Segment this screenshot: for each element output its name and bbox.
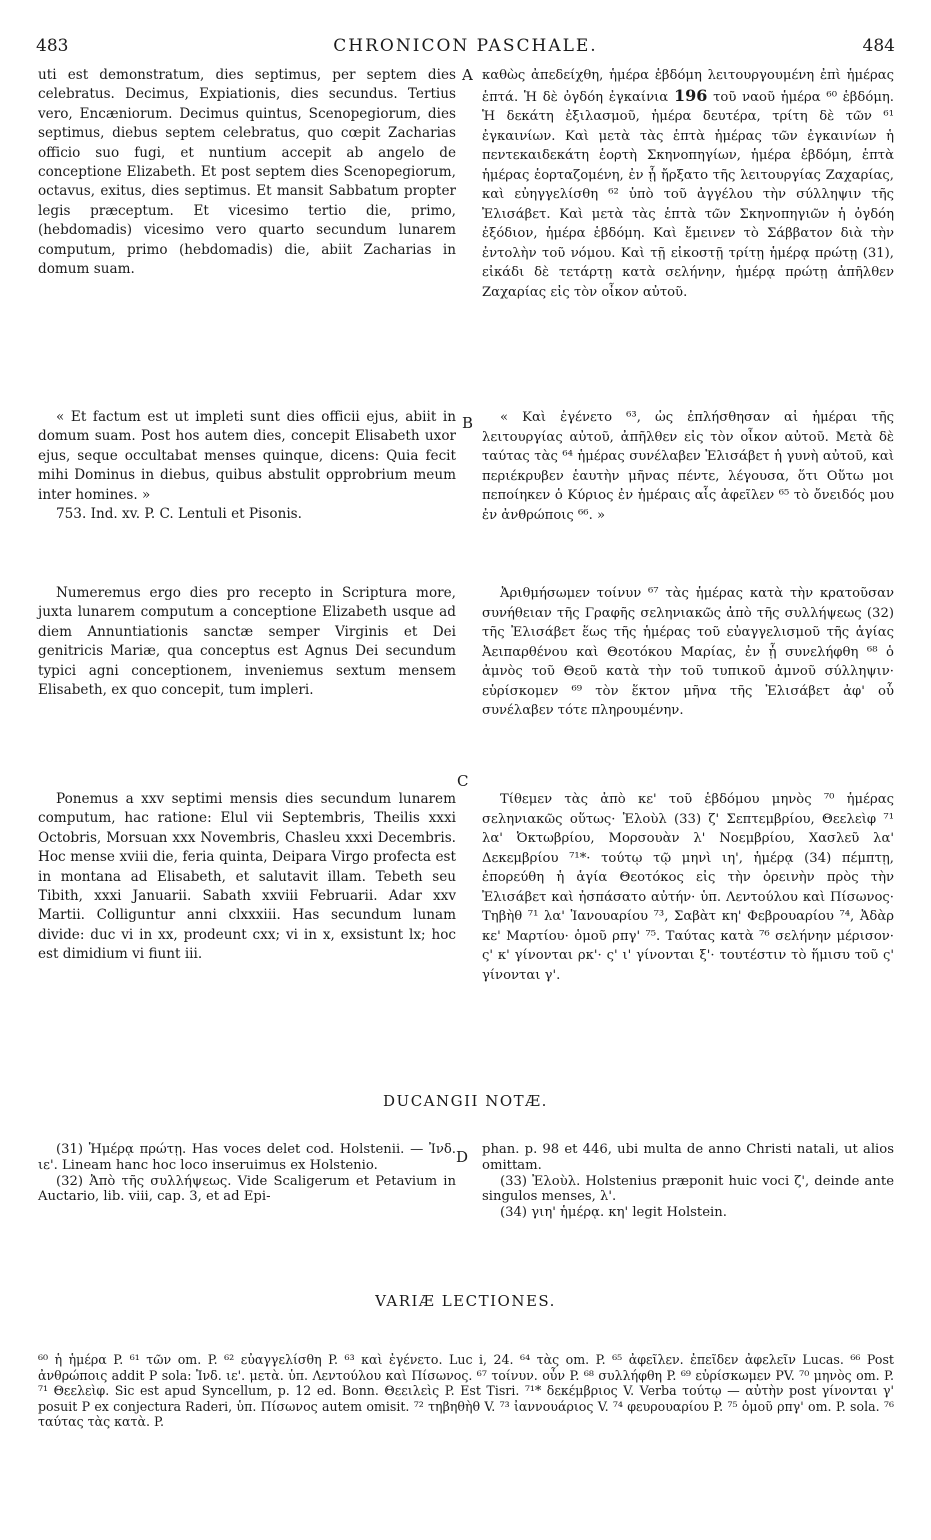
latin-paragraph-4: Ponemus a xxv septimi mensis dies secundum lunarem computum, hac ratione: Elul vii Septembris, Theilis xxxi Octobris, Morsuan xxx Novembris, Chasleu xxxi Decembris. Hoc mense xviii die, feria quinta, Deipara Virgo profecta est in montana ad Elisabeth, et salutavit illam. Tebeth seu Tibith, xxxi Januarii. Sabath xxviii Februarii. Adar xxv Martii. Colliguntur anni clxxxiii. Has secundum lunam divide: duc vi in xx, prodeunt cxx; vi in x, exsistunt lx; hoc est dimidium vi fiunt iii. bbox=[38, 791, 456, 963]
variae-lectiones-text: ⁶⁰ ἡ ἡμέρα P. ⁶¹ τῶν om. P. ⁶² εὐαγγελίσθη P. ⁶³ καὶ ἐγένετο. Luc i, 24. ⁶⁴ τὰς om. P. ⁶⁵ ἀφεῖλεν. ἐπεῖδεν ἀφελεῖν Lucas. ⁶⁶ Post ἀνθρώποις addit P sola: Ἰνδ. ιε'. μετὰ. ὑπ. Λεντούλου καὶ Πίσωνος. ⁶⁷ τοίνυν. οὖν P. ⁶⁸ συλλήφθη P. ⁶⁹ εὑρίσκωμεν PV. ⁷⁰ μηνὸς om. P. ⁷¹ Θεελεὶφ. Sic est apud Syncellum, p. 12 ed. Bonn. Θεειλεὶς P. Est Tisri. ⁷¹* δεκέμβριος V. Verba τούτῳ — αὐτὴν post γίνονται γ' posuit P ex conjectura Raderi, ὑπ. Πίσωνος autem omisit. ⁷² τηβηθὴθ V. ⁷³ ἰαννουάριος V. ⁷⁴ φευρουαρίου P. ⁷⁵ ὁμοῦ ρπγ' om. P. sola. ⁷⁶ ταύτας τὰς κατὰ. P. bbox=[38, 1352, 894, 1430]
margin-marker-a: A bbox=[462, 66, 473, 84]
latin-column bbox=[38, 66, 456, 279]
note-34: (34) γιη' ἡμέρᾳ. κη' legit Holstein. bbox=[500, 1205, 727, 1221]
latin-paragraph-2: « Et factum est ut impleti sunt dies officii ejus, abiit in domum suam. Post hos autem dies, concepit Elisabeth uxor ejus, seque occultabat menses quinque, dicens: Quia fecit mihi Dominus in diebus, quibus abstulit opprobrium meum inter homines. » bbox=[38, 409, 456, 503]
greek-paragraph-4: Τίθεμεν τὰς ἀπὸ κε' τοῦ ἑβδόμου μηνὸς ⁷⁰ ἡμέρας σεληνιακῶς οὕτως· Ἐλοὺλ (33) ζ' Σεπτεμβρίου, Θεελεὶφ ⁷¹ λα' Ὀκτωβρίου, Μορσουὰν λ' Νοεμβρίου, Χασλεῦ λα' Δεκεμβρίου ⁷¹*· τούτῳ τῷ μηνὶ ιη', ἡμέρᾳ (34) πέμπτῃ, ἐπορεύθη ἡ ἁγία Θεοτόκος εἰς τὴν ὀρεινὴν πρὸς τὴν Ἐλισάβετ καὶ ἠσπάσατο αὐτήν· ὑπ. Λεντούλου καὶ Πίσωνος· Τηβὴθ ⁷¹ λα' Ἰανουαρίου ⁷³, Σαβὰτ κη' Φεβρουαρίου ⁷⁴, Ἀδὰρ κε' Μαρτίου· ὁμοῦ ρπγ' ⁷⁵. Ταύτας κατὰ ⁷⁶ σελήνην μέρισον· ς' κ' γίνονται ρκ'· ς' ι' γίνονται ξ'· τουτέστιν τὸ ἥμισυ τοῦ ς' γίνονται γ'. bbox=[482, 792, 894, 983]
greek-paragraph-3: Ἀριθμήσωμεν τοίνυν ⁶⁷ τὰς ἡμέρας κατὰ τὴν κρατοῦσαν συνήθειαν τῆς Γραφῆς σεληνιακῶς ἀπὸ τῆς συλλήψεως (32) τῆς Ἐλισάβετ ἕως τῆς ἡμέρας τοῦ εὐαγγελισμοῦ τῆς ἁγίας Ἀειπαρθένου καὶ Θεοτόκου Μαρίας, ἐν ᾗ συνελήφθη ⁶⁸ ὁ ἀμνὸς τοῦ Θεοῦ κατὰ τὴν τοῦ τυπικοῦ ἀμνοῦ σύλληψιν· εὑρίσκομεν ⁶⁹ τὸν ἕκτον μῆνα τῆς Ἐλισάβετ ἀφ' οὗ συνέλαβεν τότε πληρουμένην. bbox=[482, 586, 894, 718]
greek-paragraph-1b: τοῦ ναοῦ ἡμέρα ⁶⁰ ἑβδόμη. Ἡ δεκάτη ἐξιλασμοῦ, ἡμέρα δευτέρα, τρίτη δὲ τῶν ⁶¹ ἐγκαινίων. Καὶ μετὰ τὰς ἑπτὰ ἡμέρας τῶν ἐγκαινίων ἡ πεντεκαιδεκάτη ἑορτὴ Σκηνοπηγίων, ἡμέρα ἑβδόμη, ἑπτὰ ἡμέρας ἑορταζομένη, ἐν ᾗ ἤρξατο τῆς λειτουργίας Ζαχαρίας, καὶ εὐηγγελίσθη ⁶² ὑπὸ τοῦ ἀγγέλου τὴν σύλληψιν τῆς Ἐλισάβετ. Καὶ μετὰ τὰς ἑπτὰ τῶν Σκηνοπηγιῶν ἡ ὀγδόη ἐξόδιον, ἡμέρα ἑβδόμη. Καὶ ἔμεινεν τὸ Σάββατον διὰ τὴν ἐντολὴν τοῦ νόμου. Καὶ τῇ εἰκοστῇ τρίτῃ ἡμέρᾳ πρώτῃ (31), εἰκάδι δὲ τετάρτῃ κατὰ σελήνην, ἡμέρᾳ πρώτῃ ἀπῆλθεν Ζαχαρίας εἰς τὸν οἶκον αὐτοῦ. bbox=[482, 89, 894, 300]
note-32-continued: phan. p. 98 et 446, ubi multa de anno Christi natali, ut alios omittam. bbox=[482, 1142, 894, 1173]
ducange-notes-title: DUCANGII NOTÆ. bbox=[383, 1092, 548, 1110]
greek-column-block-3 bbox=[482, 584, 894, 721]
latin-date-line: 753. Ind. xv. P. C. Lentuli et Pisonis. bbox=[56, 506, 302, 523]
margin-marker-d: D bbox=[456, 1148, 469, 1166]
page-number-right: 484 bbox=[862, 36, 895, 56]
greek-column-block-4 bbox=[482, 790, 894, 985]
variae-lectiones-title: VARIÆ LECTIONES. bbox=[375, 1292, 556, 1310]
ducange-notes-left bbox=[38, 1142, 456, 1205]
greek-paragraph-2: « Καὶ ἐγένετο ⁶³, ὡς ἐπλήσθησαν αἱ ἡμέραι τῆς λειτουργίας αὐτοῦ, ἀπῆλθεν εἰς τὸν οἶκον αὐτοῦ. Μετὰ δὲ ταύτας τὰς ⁶⁴ ἡμέρας συνέλαβεν Ἐλισάβετ ἡ γυνὴ αὐτοῦ, καὶ περιέκρυβεν ἑαυτὴν μῆνας πέντε, λέγουσα, ὅτι Οὕτω μοι πεποίηκεν ὁ Κύριος ἐν ἡμέραις αἷς ἀφεῖλεν ⁶⁵ τὸ ὄνειδός μου ἐν ἀνθρώποις ⁶⁶. » bbox=[482, 410, 894, 523]
note-31: (31) Ἡμέρᾳ πρώτῃ. Has voces delet cod. Holstenii. — Ἰνδ. ιε'. Lineam hanc hoc loco inseruimus ex Holstenio. bbox=[38, 1142, 456, 1173]
latin-paragraph-3: Numeremus ergo dies pro recepto in Scriptura more, juxta lunarem computum a conceptione Elizabeth usque ad diem Annuntiationis sanctæ semper Virginis et Dei genitricis Mariæ, qua conceptus est Agnus Dei secundum typici agni conceptionem, inveniemus sextum mensem Elisabeth, ex quo concepit, tum impleri. bbox=[38, 585, 456, 699]
ducange-notes-right bbox=[482, 1142, 894, 1221]
marginal-number-196: 196 bbox=[673, 85, 708, 105]
running-title: CHRONICON PASCHALE. bbox=[333, 36, 598, 56]
latin-column-block-2 bbox=[38, 408, 456, 524]
note-32: (32) Ἀπὸ τῆς συλλήψεως. Vide Scaligerum et Petavium in Auctario, lib. viii, cap. 3, et ad Epi- bbox=[38, 1173, 456, 1205]
running-header bbox=[36, 36, 895, 62]
latin-paragraph-1: uti est demonstratum, dies septimus, per septem dies celebratus. Decimus, Expiationis, dies secundus. Tertius vero, Encæniorum. Decimus quintus, Scenopegiorum, dies septimus, diebus septem celebratus, quo cœpit Zacharias officio suo fugi, et nuntium accepit ab angelo de conceptione Elizabeth. Et post septem dies Scenopegiorum, octavus, exitus, dies septimus. Et mansit Sabbatum propter legis præceptum. Et vicesimo tertio die, primo, (hebdomadis) vicesimo vero quarto secundum lunarem computum, primo (hebdomadis) die, abiit Zacharias in domum suam. bbox=[38, 67, 456, 278]
greek-paragraph-1 bbox=[482, 66, 894, 302]
greek-paragraph-1a: καθὼς ἀπεδείχθη, ἡμέρα ἑβδόμη λειτουργουμένη ἐπὶ ἡμέρας ἑπτά. Ἡ δὲ ὀγδόη ἐγκαίνια bbox=[482, 68, 894, 105]
latin-column-block-4 bbox=[38, 790, 456, 965]
margin-marker-b: B bbox=[462, 414, 474, 432]
greek-column-block-2 bbox=[482, 408, 894, 525]
margin-marker-c: C bbox=[457, 772, 469, 790]
page-number-left: 483 bbox=[36, 36, 69, 56]
note-33: (33) Ἐλοὺλ. Holstenius præponit huic voci ζ', deinde ante singulos menses, λ'. bbox=[482, 1173, 894, 1205]
latin-column-block-3 bbox=[38, 584, 456, 700]
greek-column bbox=[482, 66, 894, 302]
